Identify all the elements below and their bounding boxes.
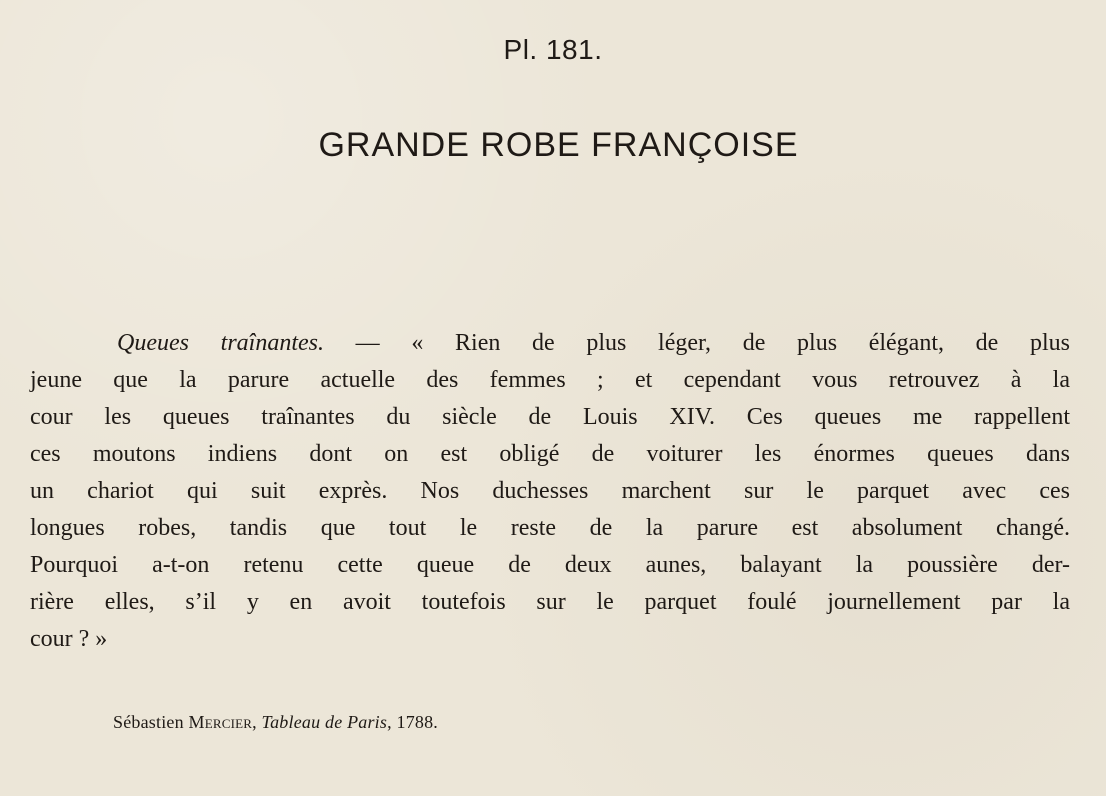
passage-line-1 xyxy=(30,325,1070,362)
citation-work-title: Tableau de Paris xyxy=(261,712,388,732)
passage-text xyxy=(30,325,1070,658)
page-title: GRANDE ROBE FRANÇOISE xyxy=(318,126,799,164)
citation-year: , 1788. xyxy=(387,712,438,732)
passage-line-8: rière elles, s’il y en avoit toutefois sur le parquet foulé journellement par la xyxy=(30,589,1070,615)
passage-line-3: cour les queues traînantes du siècle de Louis XIV. Ces queues me rappellent xyxy=(30,404,1070,430)
passage-lead: Queues traînantes. xyxy=(117,330,324,356)
plate-number: Pl. 181. xyxy=(503,34,603,65)
passage-line-7: Pourquoi a-t-on retenu cette queue de deux aunes, balayant la poussière der- xyxy=(30,552,1070,578)
citation-separator: , xyxy=(252,712,262,732)
passage-line-4: ces moutons indiens dont on est obligé de voiturer les énormes queues dans xyxy=(30,441,1070,467)
citation-author-last-name: Mercier xyxy=(188,712,253,732)
citation-author-first-name: Sébastien xyxy=(113,712,189,732)
passage-line-2: jeune que la parure actuelle des femmes ; et cependant vous retrouvez à la xyxy=(30,367,1070,393)
passage-line-1-text: — « Rien de plus léger, de plus élégant, de plus xyxy=(324,330,1071,356)
passage-line-5: un chariot qui suit exprès. Nos duchesses marchent sur le parquet avec ces xyxy=(30,478,1070,504)
passage-line-9: cour ? » xyxy=(30,626,108,652)
source-citation xyxy=(113,712,438,733)
passage-line-6: longues robes, tandis que tout le reste de la parure est absolument changé. xyxy=(30,515,1070,541)
